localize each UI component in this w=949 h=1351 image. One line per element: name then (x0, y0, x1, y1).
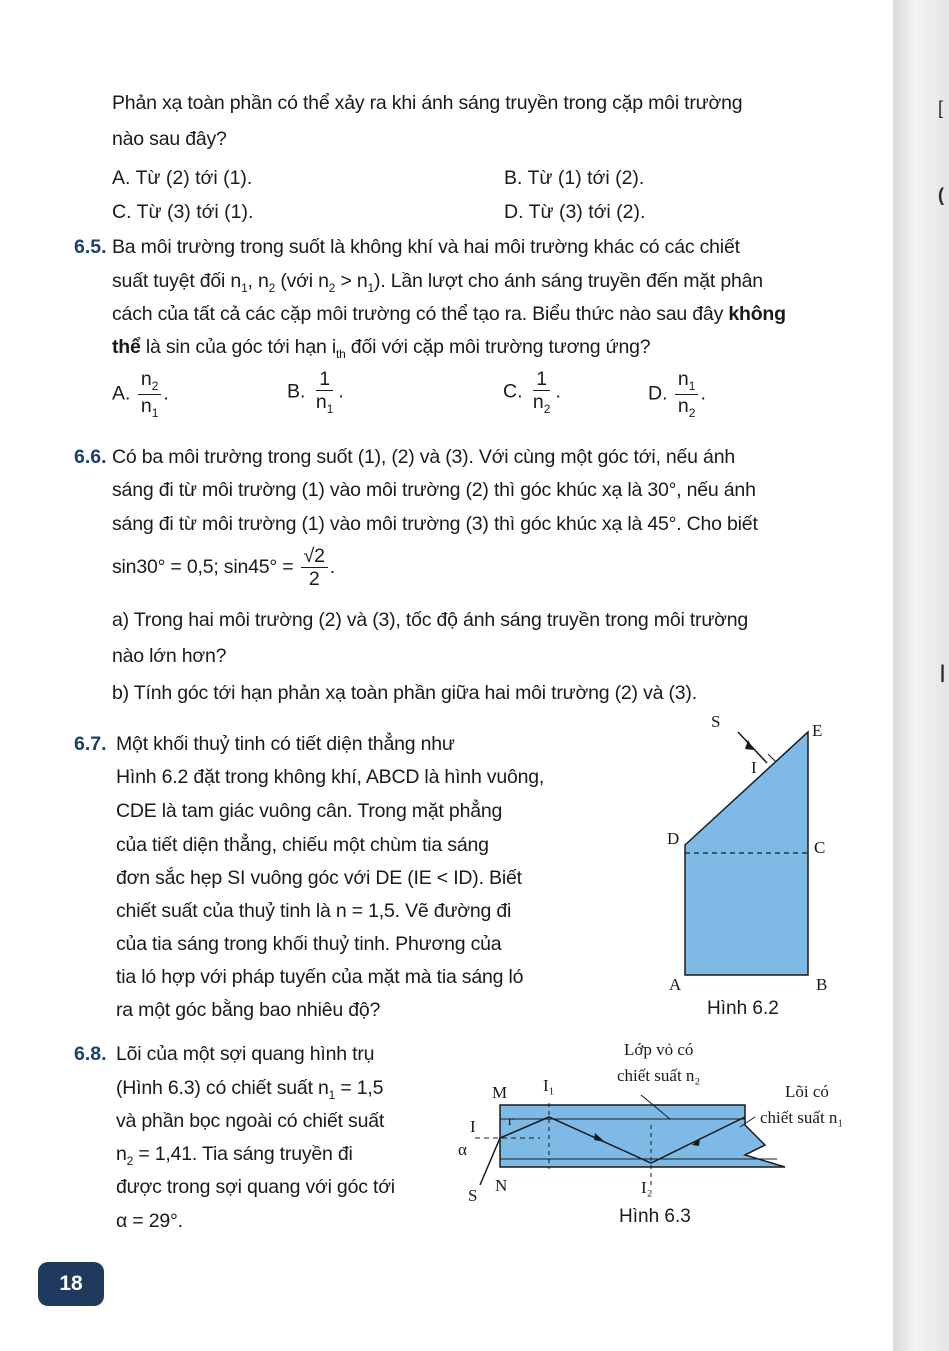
figure-6-3-caption: Hình 6.3 (619, 1206, 691, 1227)
label-s: S (468, 1186, 478, 1205)
q7-line: của tia sáng trong khối thuỷ tinh. Phương của (116, 933, 502, 955)
q6-line1: Có ba môi trường trong suốt (1), (2) và (3). Với cùng một góc tới, nếu ánh (112, 446, 735, 468)
q7-line: CDE là tam giác vuông cân. Trong mặt phẳng (116, 800, 503, 822)
edge-mark: [ (938, 98, 944, 118)
edge-mark: ( (938, 185, 944, 205)
figure-6-2-caption: Hình 6.2 (707, 998, 779, 1019)
q8-line1: Lõi của một sợi quang hình trụ (116, 1043, 375, 1065)
label-a: A (669, 975, 682, 994)
label-cladding-2: chiết suất n₂ (617, 1066, 701, 1085)
q7-line: Một khối thuỷ tinh có tiết diện thẳng như (116, 733, 455, 755)
q4-line2: nào sau đây? (112, 128, 227, 150)
q7-line: chiết suất của thuỷ tinh là n = 1,5. Vẽ đường đi (116, 900, 512, 922)
q7-line: Hình 6.2 đặt trong không khí, ABCD là hình vuông, (116, 766, 545, 788)
q7-line: đơn sắc hẹp SI vuông góc với DE (IE < ID). Biết (116, 867, 522, 889)
q8-line5: được trong sợi quang với góc tới (116, 1176, 395, 1198)
page-number: 18 (38, 1262, 104, 1306)
q8-number: 6.8. (74, 1043, 107, 1065)
label-d: D (667, 829, 680, 848)
q5-line3: cách của tất cả các cặp môi trường có thể tạo ra. Biểu thức nào sau đây không (112, 303, 786, 325)
q5-option-c: C. $\frac{1}{n_2}$ . (503, 368, 561, 417)
label-core-1: Lõi có (785, 1082, 829, 1101)
q5-line4: thể là sin của góc tới hạn $i_{th}$ đối với cặp môi trường tương ứng? (112, 336, 651, 361)
q5-option-a: A. $\frac{n_2}{n_1}$ . (112, 368, 169, 420)
label-alpha: α (458, 1140, 467, 1159)
label-cladding-1: Lớp vỏ có (624, 1040, 694, 1059)
q8-line6: α = 29°. (116, 1210, 183, 1232)
q6-line2: sáng đi từ môi trường (1) vào môi trường (2) thì góc khúc xạ là 30°, nếu ánh (112, 479, 756, 501)
label-i1: I₁ (543, 1076, 555, 1095)
optical-fiber (500, 1105, 785, 1167)
label-r: r (508, 1114, 513, 1129)
q8-line2: (Hình 6.3) có chiết suất $n_1 = 1,5$ (116, 1077, 384, 1102)
q4-option-d: D. Từ (3) tới (2). (504, 201, 646, 223)
label-n: N (495, 1176, 508, 1195)
q4-option-a: A. Từ (2) tới (1). (112, 167, 253, 189)
q4-line1: Phản xạ toàn phần có thể xảy ra khi ánh sáng truyền trong cặp môi trường (112, 92, 743, 114)
q4-option-c: C. Từ (3) tới (1). (112, 201, 254, 223)
q5-line2: suất tuyệt đối $n_1$, $n_2$ (với $n_2 > n_1$). Lần lượt cho ánh sáng truyền đến mặt phân (112, 270, 763, 295)
q7-line: của tiết diện thẳng, chiếu một chùm tia sáng (116, 834, 489, 856)
label-i2: I₂ (641, 1178, 653, 1197)
q8-line3: và phần bọc ngoài có chiết suất (116, 1110, 385, 1132)
label-e: E (812, 721, 823, 740)
label-m: M (492, 1083, 508, 1102)
q7-number: 6.7. (74, 733, 107, 755)
label-i: I (751, 758, 757, 777)
q6-line7: b) Tính góc tới hạn phản xạ toàn phần giữa hai môi trường (2) và (3). (112, 682, 697, 704)
q8-line4: $n_2 = 1,41$. Tia sáng truyền đi (116, 1143, 353, 1168)
label-i: I (470, 1117, 476, 1136)
figure-6-2 (660, 710, 840, 990)
label-c: C (814, 838, 826, 857)
q5-option-b: B. $\frac{1}{n_1}$ . (287, 368, 344, 417)
q6-line4: sin30° = 0,5; sin45° = $\frac{√2}{2}$ . (112, 545, 335, 591)
q4-option-b: B. Từ (1) tới (2). (504, 167, 645, 189)
q6-line5: a) Trong hai môi trường (2) và (3), tốc độ ánh sáng truyền trong môi trường (112, 609, 749, 631)
edge-mark: | (940, 662, 946, 682)
q5-option-d: D. $\frac{n_1}{n_2}$ . (648, 368, 706, 420)
q7-line: ra một góc bằng bao nhiêu độ? (116, 999, 381, 1021)
label-b: B (816, 975, 828, 994)
q6-line3: sáng đi từ môi trường (1) vào môi trường (3) thì góc khúc xạ là 45°. Cho biết (112, 513, 758, 535)
q5-number: 6.5. (74, 236, 107, 258)
right-angle-mark (768, 754, 776, 762)
q6-line6: nào lớn hơn? (112, 645, 227, 667)
label-core-2: chiết suất n₁ (760, 1108, 844, 1127)
q7-line: tia ló hợp với pháp tuyến của mặt mà tia sáng ló (116, 966, 524, 988)
label-s: S (711, 712, 721, 731)
q5-line1: Ba môi trường trong suốt là không khí và hai môi trường khác có các chiết (112, 236, 740, 258)
q6-number: 6.6. (74, 446, 107, 468)
